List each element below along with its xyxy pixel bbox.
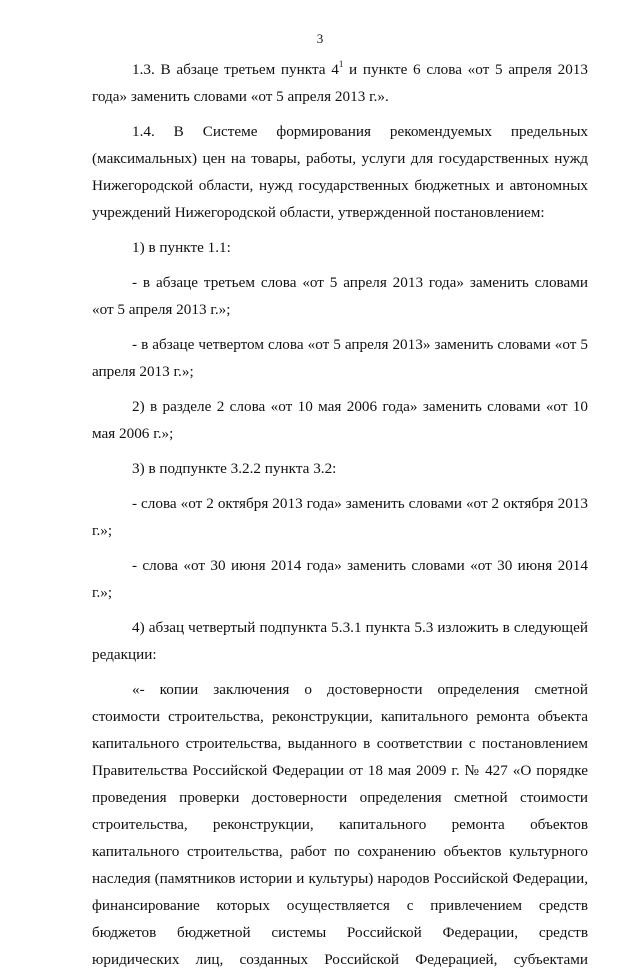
paragraph-item-4: 4) абзац четвертый подпункта 5.3.1 пункта 5.3 изложить в следующей редакции: [92,619,588,663]
paragraph-item-3-dash-1: - слова «от 2 октября 2013 года» заменить словами «от 2 октября 2013 г.»; [92,495,588,539]
paragraph-item-1: 1) в пункте 1.1: [132,239,231,256]
paragraph-item-3: 3) в подпункте 3.2.2 пункта 3.2: [132,460,337,477]
document-body [92,56,588,973]
page-number: 3 [316,31,324,46]
paragraph-1-3 [92,56,588,110]
paragraph-1-4: 1.4. В Системе формирования рекомендуемых предельных (максимальных) цен на товары, работы, услуги для государственных нужд Нижегородской области, нужд государственных бюджетных и автономных учреждений Нижегородской области, утвержденной постановлением: [92,123,588,221]
paragraph-1-3-text-b: и пункте 6 слова «от 5 апреля 2013 года» заменить словами «от 5 апреля 2013 г.». [92,61,588,105]
paragraph-item-2: 2) в разделе 2 слова «от 10 мая 2006 года» заменить словами «от 10 мая 2006 г.»; [92,398,588,442]
paragraph-1-3-text-a: 1.3. В абзаце третьем пункта 4 [132,61,339,78]
superscript: 1 [338,59,344,69]
paragraph-item-3-dash-2: - слова «от 30 июня 2014 года» заменить словами «от 30 июня 2014 г.»; [92,557,588,601]
paragraph-item-1-dash-2: - в абзаце четвертом слова «от 5 апреля 2013» заменить словами «от 5 апреля 2013 г.»; [92,336,588,380]
paragraph-item-1-dash-1: - в абзаце третьем слова «от 5 апреля 2013 года» заменить словами «от 5 апреля 2013 г.»; [92,274,588,318]
paragraph-quoted-text: «- копии заключения о достоверности определения сметной стоимости строительства, реконструкции, капитального ремонта объекта капитального строительства, выданного в соответствии с постановлением Правительства Российской Федерации от 18 мая 2009 г. № 427 «О порядке проведения проверки достоверности определения сметной стоимости строительства, реконструкции, капитального ремонта объектов капитального строительства, работ по сохранению объектов культурного наследия (памятников истории и культуры) народов Российской Федерации, финансирование которых осуществляется с привлечением средств бюджетов бюджетной системы Российской Федерации, средств юридических лиц, созданных Российской Федерацией, субъектами [92,681,588,968]
